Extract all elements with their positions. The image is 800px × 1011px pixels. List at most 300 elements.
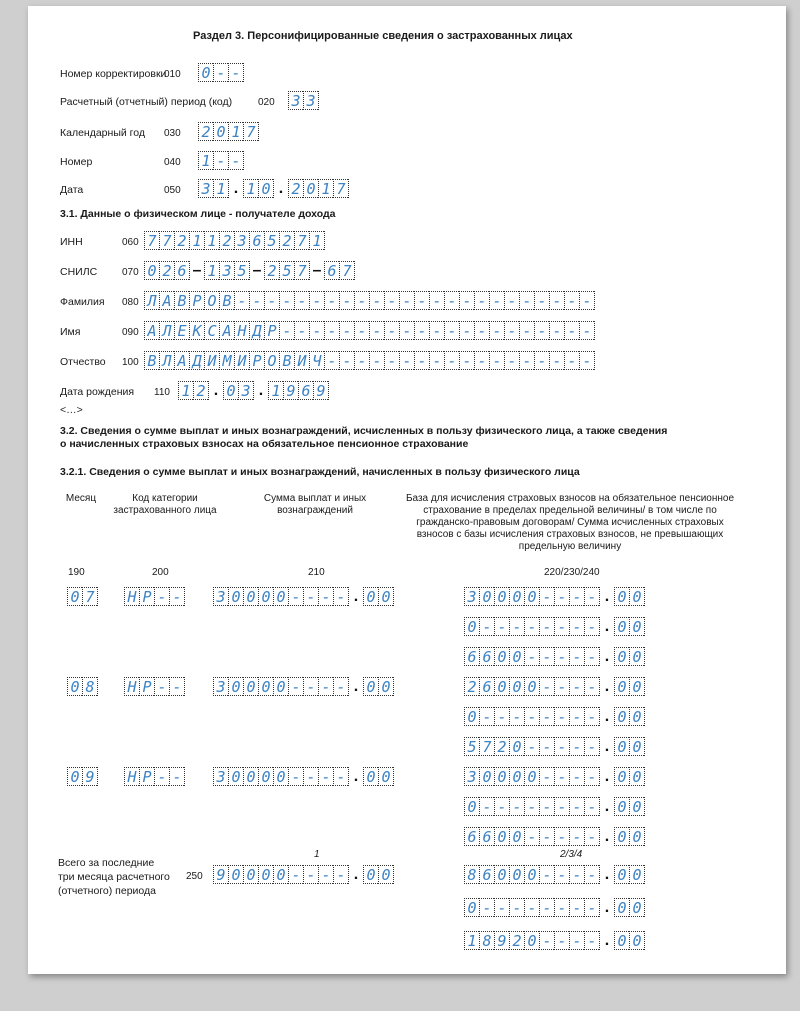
character-cell[interactable]: В [279, 351, 294, 370]
character-cell[interactable]: 7 [159, 231, 174, 250]
character-cell[interactable]: - [579, 321, 594, 340]
character-cell[interactable]: - [509, 898, 524, 917]
character-cell[interactable]: - [294, 321, 309, 340]
character-cell[interactable]: - [569, 707, 584, 726]
character-cell[interactable]: - [539, 931, 554, 950]
character-cell[interactable]: - [554, 647, 569, 666]
character-cell[interactable]: - [519, 321, 534, 340]
character-cell[interactable]: - [564, 321, 579, 340]
character-cell[interactable]: - [569, 865, 584, 884]
character-cell[interactable]: - [539, 865, 554, 884]
character-cell[interactable]: - [524, 617, 539, 636]
character-cell[interactable]: - [539, 677, 554, 696]
character-cell[interactable]: - [339, 291, 354, 310]
character-cell[interactable]: - [459, 321, 474, 340]
character-cell[interactable]: 0 [614, 737, 629, 756]
character-cell[interactable]: 0 [524, 767, 539, 786]
character-cell[interactable]: 5 [234, 261, 249, 280]
character-cell[interactable]: В [219, 291, 234, 310]
character-cell[interactable]: - [288, 865, 303, 884]
character-cell[interactable]: - [354, 351, 369, 370]
character-cell[interactable]: Н [124, 767, 139, 786]
character-cell[interactable]: 7 [479, 737, 494, 756]
character-cell[interactable]: 1 [243, 179, 258, 198]
character-cell[interactable]: 6 [324, 261, 339, 280]
character-cell[interactable]: - [569, 647, 584, 666]
character-cell[interactable]: - [494, 898, 509, 917]
character-cell[interactable]: - [554, 931, 569, 950]
character-cell[interactable]: - [474, 321, 489, 340]
character-cell[interactable]: - [554, 737, 569, 756]
character-cell[interactable]: 0 [629, 677, 644, 696]
character-cell[interactable]: 3 [213, 767, 228, 786]
character-cell[interactable]: И [294, 351, 309, 370]
character-cell[interactable]: - [288, 767, 303, 786]
character-cell[interactable]: О [264, 351, 279, 370]
character-cell[interactable]: - [429, 351, 444, 370]
character-cell[interactable]: 0 [524, 587, 539, 606]
character-cell[interactable]: - [494, 617, 509, 636]
character-cell[interactable]: 0 [509, 767, 524, 786]
character-cell[interactable]: - [234, 291, 249, 310]
character-cell[interactable]: - [554, 587, 569, 606]
character-cell[interactable]: - [384, 321, 399, 340]
character-cell[interactable]: - [288, 587, 303, 606]
character-cell[interactable]: - [429, 321, 444, 340]
character-cell[interactable]: 3 [303, 91, 318, 110]
character-cell[interactable]: - [564, 291, 579, 310]
character-cell[interactable]: - [294, 291, 309, 310]
character-cell[interactable]: - [384, 351, 399, 370]
character-cell[interactable]: К [189, 321, 204, 340]
character-cell[interactable]: 3 [198, 179, 213, 198]
character-cell[interactable]: - [554, 707, 569, 726]
character-cell[interactable]: 3 [234, 231, 249, 250]
character-cell[interactable]: А [159, 291, 174, 310]
character-cell[interactable]: - [584, 827, 599, 846]
character-cell[interactable]: 6 [479, 865, 494, 884]
character-cell[interactable]: 0 [614, 865, 629, 884]
character-cell[interactable]: 0 [479, 767, 494, 786]
character-cell[interactable]: - [509, 797, 524, 816]
character-cell[interactable]: Д [189, 351, 204, 370]
character-cell[interactable]: - [279, 321, 294, 340]
character-cell[interactable]: - [339, 351, 354, 370]
character-cell[interactable]: 6 [479, 827, 494, 846]
character-cell[interactable]: 0 [509, 677, 524, 696]
character-cell[interactable]: Р [139, 587, 154, 606]
character-cell[interactable]: - [169, 677, 184, 696]
character-cell[interactable]: - [489, 351, 504, 370]
character-cell[interactable]: 9 [313, 381, 328, 400]
character-cell[interactable]: - [213, 151, 228, 170]
character-cell[interactable]: - [288, 677, 303, 696]
character-cell[interactable]: 2 [174, 231, 189, 250]
character-cell[interactable]: 5 [279, 261, 294, 280]
character-cell[interactable]: 0 [494, 647, 509, 666]
character-cell[interactable]: 2 [464, 677, 479, 696]
character-cell[interactable]: И [234, 351, 249, 370]
character-cell[interactable]: - [539, 737, 554, 756]
character-cell[interactable]: - [569, 587, 584, 606]
character-cell[interactable]: Р [139, 767, 154, 786]
character-cell[interactable]: - [318, 865, 333, 884]
character-cell[interactable]: 0 [303, 179, 318, 198]
character-cell[interactable]: 1 [198, 151, 213, 170]
character-cell[interactable]: - [213, 63, 228, 82]
character-cell[interactable]: Н [234, 321, 249, 340]
character-cell[interactable]: - [554, 827, 569, 846]
character-cell[interactable]: - [414, 351, 429, 370]
character-cell[interactable]: 0 [213, 122, 228, 141]
character-cell[interactable]: - [333, 587, 348, 606]
character-cell[interactable]: А [174, 351, 189, 370]
character-cell[interactable]: 0 [494, 767, 509, 786]
character-cell[interactable]: - [399, 291, 414, 310]
character-cell[interactable]: - [303, 677, 318, 696]
character-cell[interactable]: 0 [273, 587, 288, 606]
character-cell[interactable]: - [399, 321, 414, 340]
character-cell[interactable]: 0 [228, 587, 243, 606]
character-cell[interactable]: - [414, 321, 429, 340]
character-cell[interactable]: - [584, 617, 599, 636]
character-cell[interactable]: 2 [193, 381, 208, 400]
character-cell[interactable]: 5 [464, 737, 479, 756]
character-cell[interactable]: - [494, 797, 509, 816]
character-cell[interactable]: Д [249, 321, 264, 340]
character-cell[interactable]: 0 [378, 767, 393, 786]
character-cell[interactable]: - [339, 321, 354, 340]
character-cell[interactable]: - [504, 291, 519, 310]
character-cell[interactable]: - [524, 898, 539, 917]
character-cell[interactable]: - [479, 797, 494, 816]
character-cell[interactable]: - [584, 647, 599, 666]
character-cell[interactable]: 0 [524, 931, 539, 950]
character-cell[interactable]: 0 [223, 381, 238, 400]
character-cell[interactable]: - [584, 737, 599, 756]
character-cell[interactable]: 0 [614, 931, 629, 950]
character-cell[interactable]: 9 [82, 767, 97, 786]
character-cell[interactable]: - [399, 351, 414, 370]
character-cell[interactable]: 1 [318, 179, 333, 198]
character-cell[interactable]: - [504, 351, 519, 370]
character-cell[interactable]: 0 [614, 647, 629, 666]
character-cell[interactable]: - [318, 767, 333, 786]
character-cell[interactable]: - [584, 865, 599, 884]
character-cell[interactable]: 0 [629, 865, 644, 884]
character-cell[interactable]: 0 [629, 617, 644, 636]
character-cell[interactable]: - [569, 767, 584, 786]
character-cell[interactable]: 0 [494, 827, 509, 846]
character-cell[interactable]: - [333, 767, 348, 786]
character-cell[interactable]: - [479, 898, 494, 917]
character-cell[interactable]: - [444, 321, 459, 340]
character-cell[interactable]: Е [174, 321, 189, 340]
character-cell[interactable]: 5 [264, 231, 279, 250]
character-cell[interactable]: 0 [509, 587, 524, 606]
character-cell[interactable]: - [324, 351, 339, 370]
character-cell[interactable]: 2 [509, 931, 524, 950]
character-cell[interactable]: 8 [479, 931, 494, 950]
character-cell[interactable]: 0 [67, 677, 82, 696]
character-cell[interactable]: 0 [509, 737, 524, 756]
character-cell[interactable]: - [539, 797, 554, 816]
character-cell[interactable]: - [279, 291, 294, 310]
character-cell[interactable]: 2 [288, 179, 303, 198]
character-cell[interactable]: - [354, 291, 369, 310]
character-cell[interactable]: 0 [273, 767, 288, 786]
character-cell[interactable]: - [554, 797, 569, 816]
character-cell[interactable]: 0 [524, 865, 539, 884]
character-cell[interactable]: Р [139, 677, 154, 696]
character-cell[interactable]: - [524, 647, 539, 666]
character-cell[interactable]: А [144, 321, 159, 340]
character-cell[interactable]: 1 [204, 231, 219, 250]
character-cell[interactable]: 3 [288, 91, 303, 110]
character-cell[interactable]: 3 [213, 587, 228, 606]
character-cell[interactable]: 0 [363, 865, 378, 884]
character-cell[interactable]: 0 [258, 677, 273, 696]
character-cell[interactable]: - [549, 321, 564, 340]
character-cell[interactable]: - [228, 63, 243, 82]
character-cell[interactable]: - [539, 587, 554, 606]
character-cell[interactable]: - [534, 321, 549, 340]
character-cell[interactable]: - [584, 898, 599, 917]
character-cell[interactable]: И [204, 351, 219, 370]
character-cell[interactable]: 0 [378, 587, 393, 606]
character-cell[interactable]: - [474, 291, 489, 310]
character-cell[interactable]: 0 [273, 677, 288, 696]
character-cell[interactable]: 0 [464, 617, 479, 636]
character-cell[interactable]: 0 [228, 865, 243, 884]
character-cell[interactable]: 0 [228, 767, 243, 786]
character-cell[interactable]: - [154, 767, 169, 786]
character-cell[interactable]: - [228, 151, 243, 170]
character-cell[interactable]: 6 [479, 647, 494, 666]
character-cell[interactable]: 0 [494, 677, 509, 696]
character-cell[interactable]: 2 [159, 261, 174, 280]
character-cell[interactable]: - [554, 767, 569, 786]
character-cell[interactable]: 0 [509, 647, 524, 666]
character-cell[interactable]: - [539, 617, 554, 636]
character-cell[interactable]: 0 [198, 63, 213, 82]
character-cell[interactable]: - [324, 291, 339, 310]
character-cell[interactable]: Л [159, 351, 174, 370]
character-cell[interactable]: - [309, 291, 324, 310]
character-cell[interactable]: 0 [614, 827, 629, 846]
character-cell[interactable]: 1 [213, 179, 228, 198]
character-cell[interactable]: 3 [464, 587, 479, 606]
character-cell[interactable]: - [569, 898, 584, 917]
character-cell[interactable]: 2 [198, 122, 213, 141]
character-cell[interactable]: 9 [283, 381, 298, 400]
character-cell[interactable]: - [384, 291, 399, 310]
character-cell[interactable]: - [584, 587, 599, 606]
character-cell[interactable]: Л [144, 291, 159, 310]
character-cell[interactable]: - [444, 291, 459, 310]
character-cell[interactable]: 1 [178, 381, 193, 400]
character-cell[interactable]: - [509, 617, 524, 636]
character-cell[interactable]: - [479, 707, 494, 726]
character-cell[interactable]: 6 [464, 647, 479, 666]
character-cell[interactable]: 0 [243, 767, 258, 786]
character-cell[interactable]: 7 [294, 261, 309, 280]
character-cell[interactable]: - [333, 865, 348, 884]
character-cell[interactable]: - [303, 587, 318, 606]
character-cell[interactable]: 2 [264, 261, 279, 280]
character-cell[interactable]: 9 [213, 865, 228, 884]
character-cell[interactable]: - [264, 291, 279, 310]
character-cell[interactable]: - [303, 865, 318, 884]
character-cell[interactable]: - [333, 677, 348, 696]
character-cell[interactable]: - [539, 767, 554, 786]
character-cell[interactable]: Н [124, 677, 139, 696]
character-cell[interactable]: - [584, 707, 599, 726]
character-cell[interactable]: - [369, 291, 384, 310]
character-cell[interactable]: 0 [228, 677, 243, 696]
character-cell[interactable]: - [524, 707, 539, 726]
character-cell[interactable]: - [564, 351, 579, 370]
character-cell[interactable]: - [569, 737, 584, 756]
character-cell[interactable]: - [539, 647, 554, 666]
character-cell[interactable]: - [524, 797, 539, 816]
character-cell[interactable]: 0 [464, 797, 479, 816]
character-cell[interactable]: 0 [67, 767, 82, 786]
character-cell[interactable]: - [539, 707, 554, 726]
character-cell[interactable]: 1 [309, 231, 324, 250]
character-cell[interactable]: 0 [273, 865, 288, 884]
character-cell[interactable]: - [154, 587, 169, 606]
character-cell[interactable]: 0 [629, 931, 644, 950]
character-cell[interactable]: 6 [174, 261, 189, 280]
character-cell[interactable]: Л [159, 321, 174, 340]
character-cell[interactable]: - [584, 767, 599, 786]
character-cell[interactable]: - [459, 291, 474, 310]
character-cell[interactable]: 0 [524, 677, 539, 696]
character-cell[interactable]: - [539, 827, 554, 846]
character-cell[interactable]: 0 [363, 767, 378, 786]
character-cell[interactable]: 0 [614, 707, 629, 726]
character-cell[interactable]: - [489, 291, 504, 310]
character-cell[interactable]: 2 [219, 231, 234, 250]
character-cell[interactable]: 0 [378, 677, 393, 696]
character-cell[interactable]: 6 [464, 827, 479, 846]
character-cell[interactable]: 2 [494, 737, 509, 756]
character-cell[interactable]: - [369, 321, 384, 340]
character-cell[interactable]: - [569, 617, 584, 636]
character-cell[interactable]: 0 [629, 707, 644, 726]
character-cell[interactable]: 0 [614, 677, 629, 696]
character-cell[interactable]: 0 [614, 767, 629, 786]
character-cell[interactable]: 0 [258, 865, 273, 884]
character-cell[interactable]: - [569, 827, 584, 846]
character-cell[interactable]: Н [124, 587, 139, 606]
character-cell[interactable]: 3 [238, 381, 253, 400]
character-cell[interactable]: 0 [614, 587, 629, 606]
character-cell[interactable]: 0 [464, 898, 479, 917]
character-cell[interactable]: В [144, 351, 159, 370]
character-cell[interactable]: 0 [509, 865, 524, 884]
character-cell[interactable]: 7 [339, 261, 354, 280]
character-cell[interactable]: - [249, 291, 264, 310]
character-cell[interactable]: 0 [243, 677, 258, 696]
character-cell[interactable]: - [318, 677, 333, 696]
character-cell[interactable]: - [369, 351, 384, 370]
character-cell[interactable]: - [318, 587, 333, 606]
character-cell[interactable]: - [169, 587, 184, 606]
character-cell[interactable]: - [519, 351, 534, 370]
character-cell[interactable]: - [584, 797, 599, 816]
character-cell[interactable]: - [169, 767, 184, 786]
character-cell[interactable]: 0 [629, 898, 644, 917]
character-cell[interactable]: - [554, 677, 569, 696]
character-cell[interactable]: Ч [309, 351, 324, 370]
character-cell[interactable]: 3 [219, 261, 234, 280]
character-cell[interactable]: 1 [228, 122, 243, 141]
character-cell[interactable]: 0 [629, 767, 644, 786]
character-cell[interactable]: 0 [464, 707, 479, 726]
character-cell[interactable]: 0 [614, 898, 629, 917]
character-cell[interactable]: 0 [363, 587, 378, 606]
character-cell[interactable]: - [519, 291, 534, 310]
character-cell[interactable]: - [154, 677, 169, 696]
character-cell[interactable]: 0 [243, 587, 258, 606]
character-cell[interactable]: - [549, 351, 564, 370]
character-cell[interactable]: - [569, 677, 584, 696]
character-cell[interactable]: 0 [144, 261, 159, 280]
character-cell[interactable]: 6 [249, 231, 264, 250]
character-cell[interactable]: - [579, 351, 594, 370]
character-cell[interactable]: 0 [258, 179, 273, 198]
character-cell[interactable]: 9 [494, 931, 509, 950]
character-cell[interactable]: 7 [333, 179, 348, 198]
character-cell[interactable]: - [354, 321, 369, 340]
character-cell[interactable]: 8 [82, 677, 97, 696]
character-cell[interactable]: - [569, 931, 584, 950]
character-cell[interactable]: - [554, 617, 569, 636]
character-cell[interactable]: 8 [464, 865, 479, 884]
character-cell[interactable]: - [554, 898, 569, 917]
character-cell[interactable]: 3 [213, 677, 228, 696]
character-cell[interactable]: 0 [243, 865, 258, 884]
character-cell[interactable]: - [554, 865, 569, 884]
character-cell[interactable]: - [479, 617, 494, 636]
character-cell[interactable]: 0 [494, 587, 509, 606]
character-cell[interactable]: - [539, 898, 554, 917]
character-cell[interactable]: Р [264, 321, 279, 340]
character-cell[interactable]: - [524, 827, 539, 846]
character-cell[interactable]: - [549, 291, 564, 310]
character-cell[interactable]: - [414, 291, 429, 310]
character-cell[interactable]: - [459, 351, 474, 370]
character-cell[interactable]: 0 [258, 587, 273, 606]
character-cell[interactable]: - [534, 351, 549, 370]
character-cell[interactable]: О [204, 291, 219, 310]
character-cell[interactable]: 0 [494, 865, 509, 884]
character-cell[interactable]: 0 [629, 647, 644, 666]
character-cell[interactable]: - [569, 797, 584, 816]
character-cell[interactable]: 0 [629, 827, 644, 846]
character-cell[interactable]: - [579, 291, 594, 310]
character-cell[interactable]: 3 [464, 767, 479, 786]
character-cell[interactable]: - [474, 351, 489, 370]
character-cell[interactable]: - [324, 321, 339, 340]
character-cell[interactable]: 0 [614, 797, 629, 816]
character-cell[interactable]: 1 [268, 381, 283, 400]
character-cell[interactable]: 0 [363, 677, 378, 696]
character-cell[interactable]: - [489, 321, 504, 340]
character-cell[interactable]: 7 [144, 231, 159, 250]
